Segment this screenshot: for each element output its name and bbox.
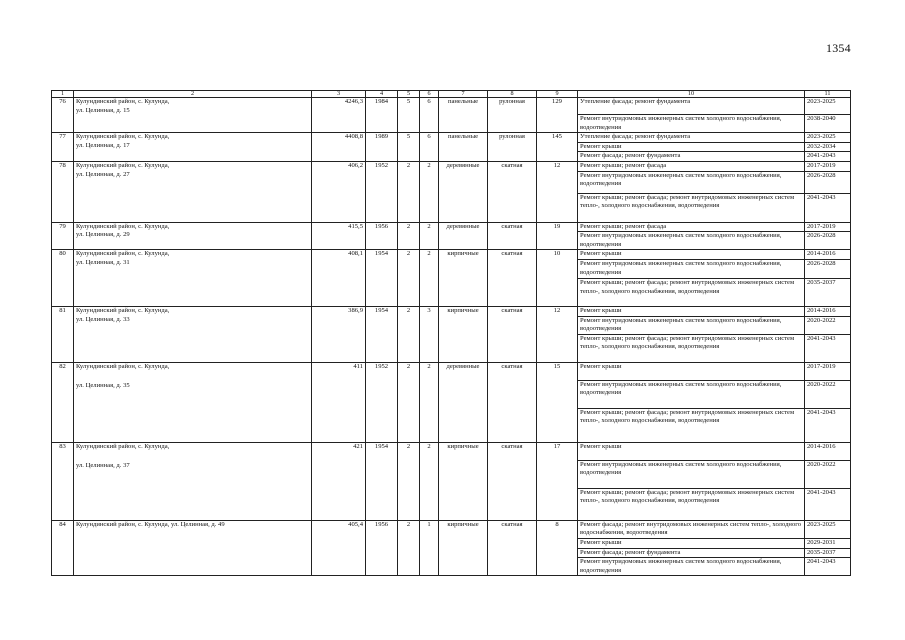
period-cell: 2029-2031 <box>805 538 851 548</box>
table-row <box>52 250 851 260</box>
floors-cell: 5 <box>398 133 420 162</box>
row-number-cell: 84 <box>52 520 74 576</box>
area-cell: 4246,3 <box>312 98 366 133</box>
work-type-cell: Ремонт крыши <box>578 442 805 460</box>
work-type-cell: Ремонт внутридомовых инженерных систем холодного водоснабжения, водоотведения <box>578 171 805 193</box>
period-cell: 2041-2043 <box>805 558 851 576</box>
work-type-cell: Ремонт крыши; ремонт фасада; ремонт внутридомовых инженерных систем тепло-, холодного водоснабжения, водоотведения <box>578 334 805 362</box>
header-cell: 4 <box>366 91 398 98</box>
period-cell: 2023-2025 <box>805 98 851 115</box>
work-type-cell: Ремонт крыши; ремонт фасада; ремонт внутридомовых инженерных систем тепло-, холодного водоснабжения, водоотведения <box>578 278 805 306</box>
work-type-cell: Ремонт фасада; ремонт фундамента <box>578 152 805 162</box>
address-cell <box>74 442 312 520</box>
period-cell: 2017-2019 <box>805 222 851 232</box>
address-line: ул. Целинная, д. 31 <box>76 258 130 266</box>
work-type-cell: Ремонт крыши; ремонт фасада <box>578 161 805 171</box>
residents-cell: 12 <box>537 306 578 362</box>
work-type-cell: Ремонт крыши <box>578 362 805 380</box>
wall-material-cell: деревянные <box>439 161 488 222</box>
header-cell: 11 <box>805 91 851 98</box>
header-cell: 3 <box>312 91 366 98</box>
header-cell: 7 <box>439 91 488 98</box>
period-cell: 2038-2040 <box>805 115 851 133</box>
period-cell: 2041-2043 <box>805 488 851 520</box>
period-cell: 2026-2028 <box>805 232 851 250</box>
header-cell: 2 <box>74 91 312 98</box>
work-type-cell: Ремонт внутридомовых инженерных систем холодного водоснабжения, водоотведения <box>578 115 805 133</box>
header-cell: 5 <box>398 91 420 98</box>
table-row <box>52 98 851 115</box>
address-line: Кулундинский район, с. Кулунда, <box>76 250 170 258</box>
period-cell: 2041-2043 <box>805 152 851 162</box>
area-cell: 421 <box>312 442 366 520</box>
period-cell: 2014-2016 <box>805 306 851 316</box>
wall-material-cell: панельные <box>439 98 488 133</box>
period-cell: 2035-2037 <box>805 278 851 306</box>
address-line: ул. Целинная, д. 33 <box>76 315 130 323</box>
year-cell: 1989 <box>366 133 398 162</box>
period-cell: 2020-2022 <box>805 460 851 488</box>
entrances-cell: 2 <box>420 442 439 520</box>
address-line: Кулундинский район, с. Кулунда, <box>76 98 170 105</box>
roof-type-cell: скатная <box>488 250 537 307</box>
address-line: ул. Целинная, д. 17 <box>76 141 130 149</box>
period-cell: 2026-2028 <box>805 171 851 193</box>
residents-cell: 19 <box>537 222 578 250</box>
period-cell: 2041-2043 <box>805 408 851 442</box>
table-row <box>52 362 851 380</box>
period-cell: 2014-2016 <box>805 250 851 260</box>
residents-cell: 15 <box>537 362 578 442</box>
roof-type-cell: скатная <box>488 362 537 442</box>
residents-cell: 8 <box>537 520 578 576</box>
work-type-cell: Ремонт крыши; ремонт фасада; ремонт внутридомовых инженерных систем тепло-, холодного водоснабжения, водоотведения <box>578 408 805 442</box>
table-row <box>52 133 851 143</box>
area-cell: 406,2 <box>312 161 366 222</box>
year-cell: 1952 <box>366 161 398 222</box>
roof-type-cell: рулонная <box>488 98 537 133</box>
address-cell <box>74 98 312 133</box>
floors-cell: 2 <box>398 250 420 307</box>
year-cell: 1984 <box>366 98 398 133</box>
residents-cell: 145 <box>537 133 578 162</box>
wall-material-cell: кирпичные <box>439 306 488 362</box>
row-number-cell: 78 <box>52 161 74 222</box>
period-cell: 2026-2028 <box>805 259 851 278</box>
work-type-cell: Ремонт фасада; ремонт внутридомовых инженерных систем тепло-, холодного водоснабжения, водоотведения <box>578 520 805 538</box>
work-type-cell: Ремонт внутридомовых инженерных систем холодного водоснабжения, водоотведения <box>578 259 805 278</box>
period-cell: 2035-2037 <box>805 548 851 558</box>
area-cell: 386,9 <box>312 306 366 362</box>
row-number-cell: 83 <box>52 442 74 520</box>
period-cell: 2023-2025 <box>805 520 851 538</box>
header-cell: 6 <box>420 91 439 98</box>
period-cell: 2041-2043 <box>805 193 851 222</box>
header-cell: 9 <box>537 91 578 98</box>
header-cell: 8 <box>488 91 537 98</box>
entrances-cell: 1 <box>420 520 439 576</box>
table-row <box>52 161 851 171</box>
address-line: ул. Целинная, д. 15 <box>76 106 130 114</box>
period-cell: 2014-2016 <box>805 442 851 460</box>
period-cell: 2017-2019 <box>805 362 851 380</box>
capital-repair-table <box>51 90 851 576</box>
roof-type-cell: скатная <box>488 306 537 362</box>
address-line: Кулундинский район, с. Кулунда, <box>76 133 170 141</box>
entrances-cell: 2 <box>420 250 439 307</box>
roof-type-cell: рулонная <box>488 133 537 162</box>
work-type-cell: Ремонт внутридомовых инженерных систем холодного водоснабжения, водоотведения <box>578 232 805 250</box>
address-line: Кулундинский район, с. Кулунда, <box>76 442 170 450</box>
work-type-cell: Ремонт крыши; ремонт фасада <box>578 222 805 232</box>
area-cell: 405,4 <box>312 520 366 576</box>
entrances-cell: 2 <box>420 362 439 442</box>
header-cell: 10 <box>578 91 805 98</box>
row-number-cell: 82 <box>52 362 74 442</box>
floors-cell: 2 <box>398 520 420 576</box>
work-type-cell: Ремонт крыши <box>578 306 805 316</box>
floors-cell: 2 <box>398 161 420 222</box>
entrances-cell: 3 <box>420 306 439 362</box>
table-row <box>52 442 851 460</box>
residents-cell: 129 <box>537 98 578 133</box>
address-line: Кулундинский район, с. Кулунда, <box>76 306 170 314</box>
entrances-cell: 6 <box>420 133 439 162</box>
wall-material-cell: деревянные <box>439 362 488 442</box>
period-cell: 2023-2025 <box>805 133 851 143</box>
row-number-cell: 81 <box>52 306 74 362</box>
period-cell: 2020-2022 <box>805 380 851 408</box>
period-cell: 2041-2043 <box>805 334 851 362</box>
period-cell: 2020-2022 <box>805 316 851 334</box>
row-number-cell: 79 <box>52 222 74 250</box>
roof-type-cell: скатная <box>488 222 537 250</box>
entrances-cell: 6 <box>420 98 439 133</box>
year-cell: 1956 <box>366 222 398 250</box>
floors-cell: 2 <box>398 362 420 442</box>
address-cell <box>74 161 312 222</box>
table-body <box>52 91 851 576</box>
roof-type-cell: скатная <box>488 520 537 576</box>
period-cell: 2032-2034 <box>805 142 851 152</box>
roof-type-cell: скатная <box>488 442 537 520</box>
address-line: ул. Целинная, д. 27 <box>76 170 130 178</box>
table-row <box>52 520 851 538</box>
table-row <box>52 222 851 232</box>
area-cell: 411 <box>312 362 366 442</box>
page-number: 1354 <box>826 41 851 55</box>
year-cell: 1956 <box>366 520 398 576</box>
floors-cell: 2 <box>398 222 420 250</box>
work-type-cell: Ремонт крыши <box>578 250 805 260</box>
address-cell <box>74 520 312 576</box>
residents-cell: 12 <box>537 161 578 222</box>
roof-type-cell: скатная <box>488 161 537 222</box>
address-line: ул. Целинная, д. 29 <box>76 231 130 239</box>
row-number-cell: 80 <box>52 250 74 307</box>
address-cell <box>74 133 312 162</box>
header-cell: 1 <box>52 91 74 98</box>
address-line: Кулундинский район, с. Кулунда, <box>76 161 170 169</box>
address-cell <box>74 222 312 250</box>
wall-material-cell: кирпичные <box>439 442 488 520</box>
wall-material-cell: панельные <box>439 133 488 162</box>
row-number-cell: 76 <box>52 98 74 133</box>
residents-cell: 10 <box>537 250 578 307</box>
area-cell: 4408,8 <box>312 133 366 162</box>
address-cell <box>74 306 312 362</box>
year-cell: 1954 <box>366 250 398 307</box>
area-cell: 415,5 <box>312 222 366 250</box>
wall-material-cell: деревянные <box>439 222 488 250</box>
address-line: Кулундинский район, с. Кулунда, <box>76 362 170 370</box>
entrances-cell: 2 <box>420 161 439 222</box>
entrances-cell: 2 <box>420 222 439 250</box>
work-type-cell: Утепление фасада; ремонт фундамента <box>578 98 805 115</box>
row-number-cell: 77 <box>52 133 74 162</box>
work-type-cell: Ремонт фасада; ремонт фундамента <box>578 548 805 558</box>
floors-cell: 2 <box>398 442 420 520</box>
address-line: ул. Целинная, д. 37 <box>76 462 130 470</box>
header-row <box>52 91 851 98</box>
year-cell: 1954 <box>366 442 398 520</box>
period-cell: 2017-2019 <box>805 161 851 171</box>
work-type-cell: Ремонт крыши <box>578 538 805 548</box>
floors-cell: 5 <box>398 98 420 133</box>
year-cell: 1952 <box>366 362 398 442</box>
wall-material-cell: кирпичные <box>439 250 488 307</box>
year-cell: 1954 <box>366 306 398 362</box>
address-line: Кулундинский район, с. Кулунда, <box>76 222 170 230</box>
address-cell <box>74 250 312 307</box>
address-cell <box>74 362 312 442</box>
work-type-cell: Ремонт крыши; ремонт фасада; ремонт внутридомовых инженерных систем тепло-, холодного водоснабжения, водоотведения <box>578 193 805 222</box>
work-type-cell: Ремонт внутридомовых инженерных систем холодного водоснабжения, водоотведения <box>578 460 805 488</box>
work-type-cell: Ремонт крыши; ремонт фасада; ремонт внутридомовых инженерных систем тепло-, холодного водоснабжения, водоотведения <box>578 488 805 520</box>
floors-cell: 2 <box>398 306 420 362</box>
table-row <box>52 306 851 316</box>
address-line: Кулундинский район, с. Кулунда, ул. Целинная, д. 49 <box>76 520 225 528</box>
work-type-cell: Ремонт внутридомовых инженерных систем холодного водоснабжения, водоотведения <box>578 558 805 576</box>
work-type-cell: Ремонт внутридомовых инженерных систем холодного водоснабжения, водоотведения <box>578 316 805 334</box>
work-type-cell: Ремонт крыши <box>578 142 805 152</box>
work-type-cell: Ремонт внутридомовых инженерных систем холодного водоснабжения, водоотведения <box>578 380 805 408</box>
address-line: ул. Целинная, д. 35 <box>76 382 130 390</box>
work-type-cell: Утепление фасада; ремонт фундамента <box>578 133 805 143</box>
wall-material-cell: кирпичные <box>439 520 488 576</box>
residents-cell: 17 <box>537 442 578 520</box>
area-cell: 408,1 <box>312 250 366 307</box>
